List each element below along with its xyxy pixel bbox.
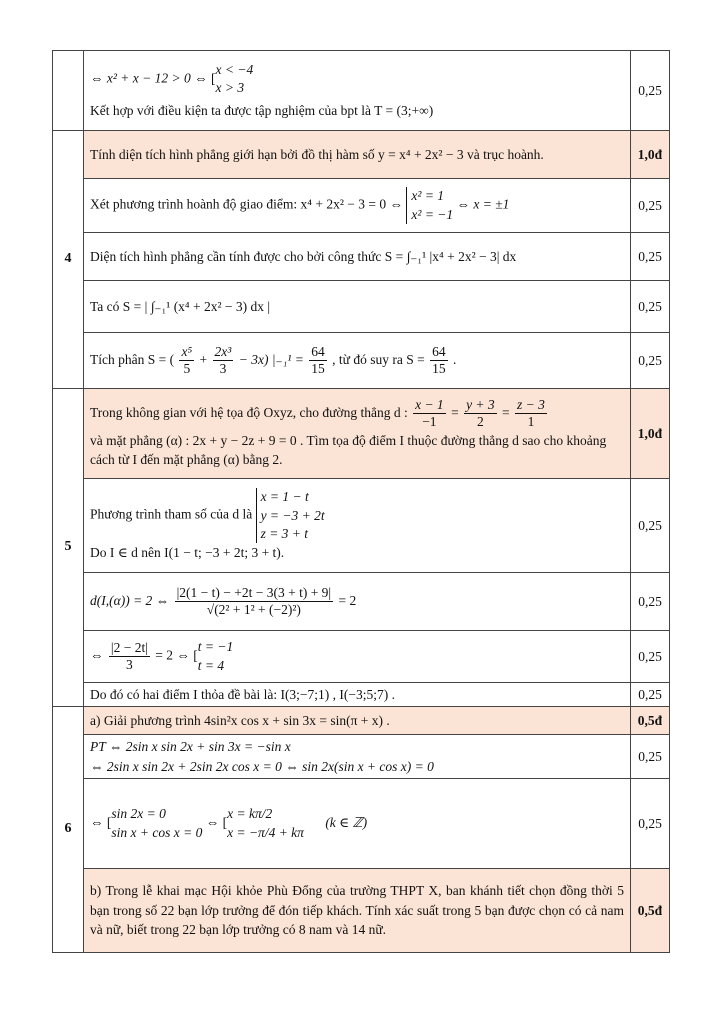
equation-set: sin 2x = 0 sin x + cos x = 0: [111, 806, 203, 840]
fraction: $\frac{\text{2x³}}{3}$: [214, 343, 232, 376]
table-row: [53, 779, 670, 869]
solution-set: t = −1 t = 4: [197, 639, 234, 673]
solution-cell: ⇔ [ sin 2x = 0 sin x + cos x = 0 ⇔ [ x = kπ/2 x = −π/4 + kπ (k ∈ ℤ): [84, 779, 631, 869]
score-cell: 0,25: [631, 179, 670, 233]
system-bracket: [: [106, 815, 112, 831]
table-row: [53, 573, 670, 631]
table-row: [53, 869, 670, 953]
fraction: $\frac{|2 - 2t|}{3}$: [110, 639, 148, 672]
solution-cell: Ta có S = | ∫₋₁¹ (x⁴ + 2x² − 3) dx |: [84, 281, 631, 333]
solution-cell: Do đó có hai điểm I thỏa đề bài là: I(3;−7;1) , I(−3;5;7) .: [84, 683, 631, 707]
question-cell: Trong không gian với hệ tọa độ Oxyz, cho đường thẳng d : $\frac{x - 1}{-1}$ = $\frac{y + 3}{2}$ = $\frac{z - 3}{1}$ và mặt phẳng (α) : 2x + y − 2z + 9 = 0 . Tìm tọa độ điểm I thuộc đường thẳng d sao cho khoảng cách từ I đến mặt phẳng (α) bằng 2.: [84, 389, 631, 479]
question-number-cell: 5: [53, 389, 84, 707]
score-cell: 0,25: [631, 479, 670, 573]
system-bracket: [: [211, 70, 216, 86]
solution-cell: d(I,(α)) = 2 ⇔ $\frac{|2(1 - t) - +2t - 3(3 + t) + 9|}{\text{√(2² + 1² + (−2)²)}}$ = 2: [84, 573, 631, 631]
answer-sheet: [52, 50, 670, 953]
score-cell: 0,25: [631, 735, 670, 779]
score-cell: 1,0đ: [631, 131, 670, 179]
solution-cell: Phương trình tham số của d là x = 1 − t y = −3 + 2t z = 3 + t Do I ∈ d nên I(1 − t; −3 + 2t; 3 + t).: [84, 479, 631, 573]
solution-cell: PT ⇔ 2sin x sin 2x + sin 3x = −sin x ⇔ 2sin x sin 2x + 2sin 2x cos x = 0 ⇔ sin 2x(sin x + cos x) = 0: [84, 735, 631, 779]
fraction: $\frac{64}{15}$: [311, 343, 325, 376]
table-row: [53, 479, 670, 573]
table-row: [53, 179, 670, 233]
system-bracket: [: [193, 648, 198, 664]
question-number-cell: 6: [53, 707, 84, 953]
solution-cell: Diện tích hình phẳng cần tính được cho bởi công thức S = ∫₋₁¹ |x⁴ + 2x² − 3| dx: [84, 233, 631, 281]
table-row: [53, 131, 670, 179]
table-row: [53, 707, 670, 735]
parametric-system: x = 1 − t y = −3 + 2t z = 3 + t: [256, 488, 325, 543]
solution-set: x = kπ/2 x = −π/4 + kπ: [227, 806, 304, 840]
score-cell: 0,25: [631, 573, 670, 631]
fraction: $\frac{|2(1 - t) - +2t - 3(3 + t) + 9|}{\text{√(2² + 1² + (−2)²)}}$: [176, 584, 332, 617]
table-row: [53, 281, 670, 333]
fraction: $\frac{\text{x⁵}}{5}$: [181, 343, 193, 376]
score-cell: 0,25: [631, 631, 670, 683]
table-row: [53, 333, 670, 389]
table-row: [53, 389, 670, 479]
solution-cell: Tích phân S = ( $\frac{\text{x⁵}}{5}$ + $\frac{\text{2x³}}{3}$ − 3x) |₋₁¹ = $\frac{64}{15}$ , từ đó suy ra S = $\frac{64}{15}$ .: [84, 333, 631, 389]
table-row: [53, 735, 670, 779]
solution-table: [52, 50, 670, 953]
table-row: [53, 683, 670, 707]
question-cell: b) Trong lễ khai mạc Hội khỏe Phù Đổng của trường THPT X, ban khánh tiết chọn đồng thời 5 bạn trong số 22 bạn lớp trưởng để đón tiếp khách. Tính xác suất trong 5 bạn được chọn có cả nam và nữ, biết trong 22 bạn lớp trưởng có 8 nam và 14 nữ.: [84, 869, 631, 953]
fraction: $\frac{z - 3}{1}$: [517, 397, 545, 430]
score-cell: 0,25: [631, 779, 670, 869]
question-cell: Tính diện tích hình phẳng giới hạn bởi đồ thị hàm số y = x⁴ + 2x² − 3 và trục hoành.: [84, 131, 631, 179]
inequality-system: x < −4 x > 3: [215, 61, 254, 95]
fraction: $\frac{64}{15}$: [432, 343, 446, 376]
solution-cell: Xét phương trình hoành độ giao điểm: x⁴ + 2x² − 3 = 0 ⇔ x² = 1 x² = −1 ⇔ x = ±1: [84, 179, 631, 233]
score-cell: 0,25: [631, 683, 670, 707]
question-number-cell: 4: [53, 131, 84, 389]
score-cell: 1,0đ: [631, 389, 670, 479]
fraction: $\frac{y + 3}{2}$: [466, 397, 495, 430]
equation-system: x² = 1 x² = −1: [406, 187, 453, 223]
table-row: [53, 51, 670, 131]
question-cell: a) Giải phương trình 4sin²x cos x + sin 3x = sin(π + x) .: [84, 707, 631, 735]
score-cell: 0,5đ: [631, 707, 670, 735]
table-row: [53, 631, 670, 683]
score-cell: 0,25: [631, 281, 670, 333]
score-cell: 0,25: [631, 51, 670, 131]
score-cell: 0,5đ: [631, 869, 670, 953]
score-cell: 0,25: [631, 233, 670, 281]
solution-cell: ⇔ x² + x − 12 > 0 ⇔ [ x < −4 x > 3 Kết hợp với điều kiện ta được tập nghiệm của bpt là T = (3;+∞): [84, 51, 631, 131]
table-row: [53, 233, 670, 281]
question-number-cell: [53, 51, 84, 131]
score-cell: 0,25: [631, 333, 670, 389]
system-bracket: [: [222, 815, 228, 831]
fraction: $\frac{x - 1}{-1}$: [415, 397, 444, 430]
solution-cell: ⇔ $\frac{|2 - 2t|}{3}$ = 2 ⇔ [ t = −1 t = 4: [84, 631, 631, 683]
